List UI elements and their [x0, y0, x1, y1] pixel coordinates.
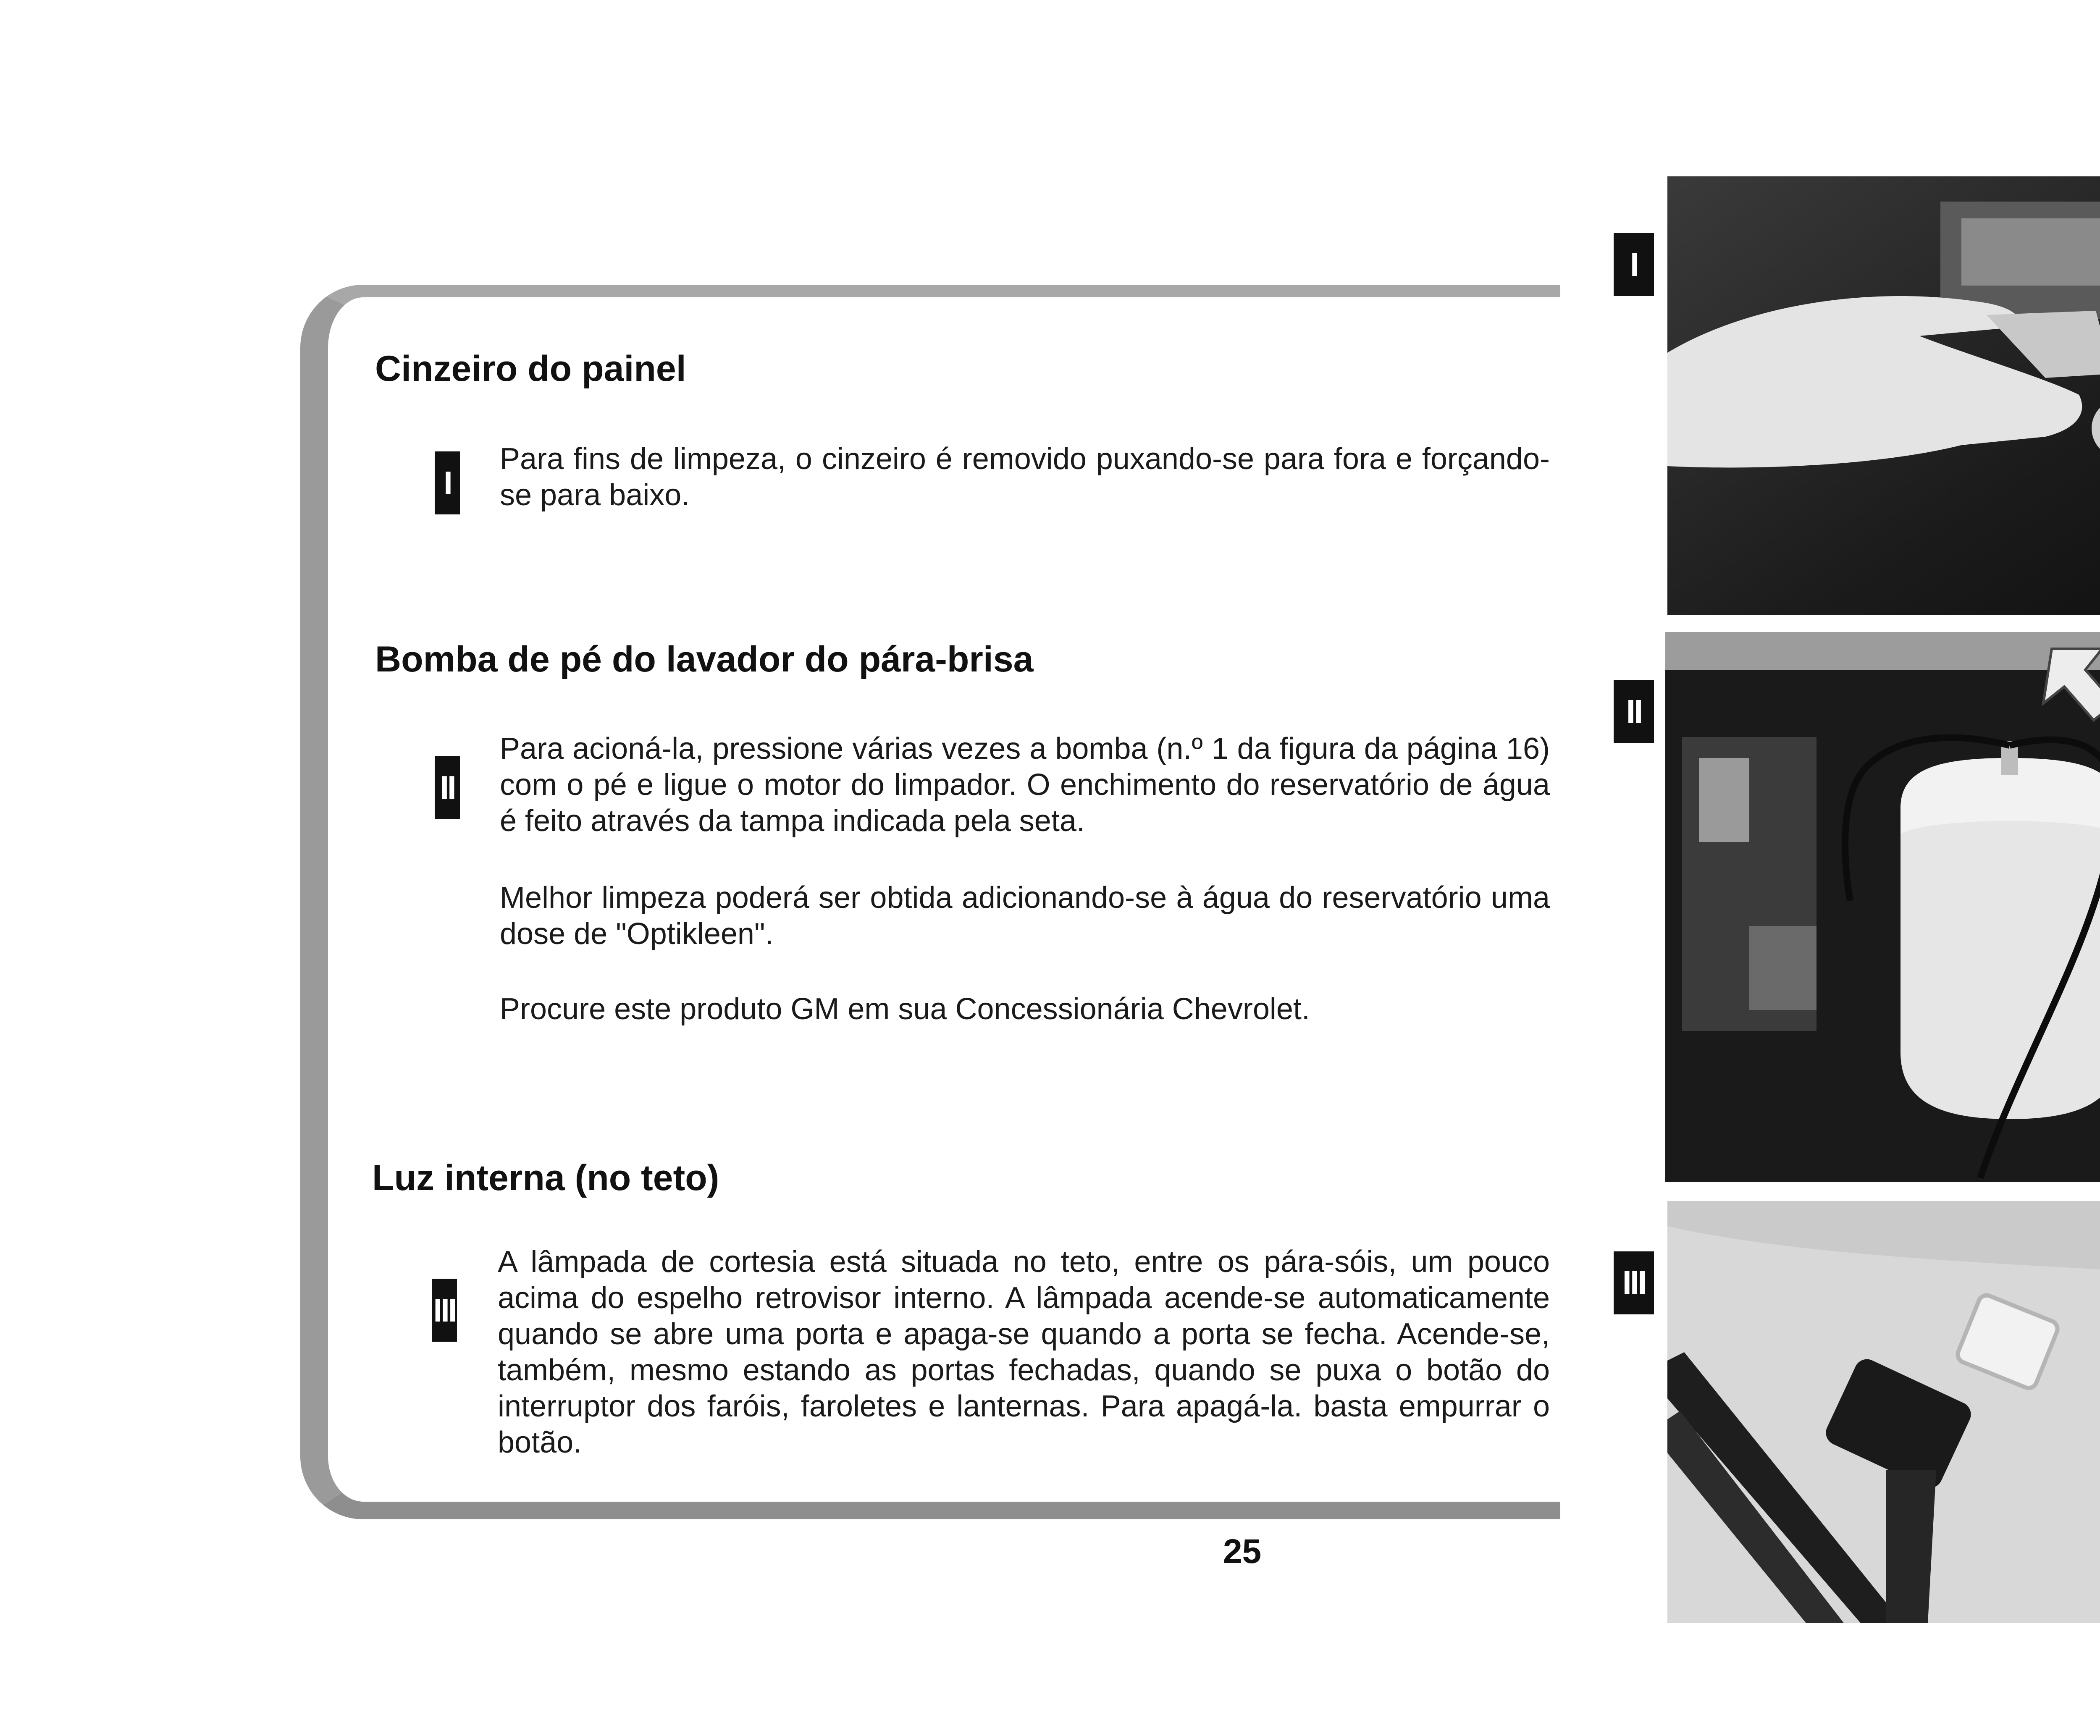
photo-courtesy-lamp-image [1667, 1201, 2100, 1623]
section-marker-iii: III [432, 1279, 457, 1342]
photo-marker-i: I [1614, 233, 1654, 296]
page-number: 25 [1223, 1532, 1262, 1571]
section-paragraph-bomba-1: Para acioná-la, pressione várias vezes a bomba (n.º 1 da figura da página 16) com o pé e ligue o motor do limpador. O enchimento do reservatório de água é feito através da tampa indicada pela seta. [500, 732, 1550, 838]
section-title-bomba-lavador: Bomba de pé do lavador do pára-brisa [375, 639, 1034, 679]
photo-ashtray-image [1667, 176, 2100, 615]
photo-washer-reservoir-image [1665, 632, 2100, 1182]
section-paragraph-bomba-3: Procure este produto GM em sua Concessionária Chevrolet. [500, 992, 1310, 1026]
section-title-cinzeiro: Cinzeiro do painel [375, 349, 686, 389]
photo-ashtray [1667, 176, 2100, 615]
photo-washer-reservoir [1665, 632, 2100, 1182]
section-paragraph-luz-interna: A lâmpada de cortesia está situada no teto, entre os pára-sóis, um pouco acima do espelho retrovisor interno. A lâmpada acende-se automaticamente quando se abre uma porta e apaga-se quando a porta se fecha. Acende-se, também, mesmo estando as portas fechadas, quando se puxa o botão do interruptor dos faróis, faroletes e lanternas. Para apagá-la. basta empurrar o botão. [498, 1245, 1550, 1459]
section-marker-ii: II [435, 756, 460, 819]
photo-marker-ii: II [1614, 680, 1654, 743]
section-paragraph-cinzeiro: Para fins de limpeza, o cinzeiro é removido puxando-se para fora e forçando-se para baixo. [500, 442, 1550, 512]
photo-marker-iii: III [1614, 1251, 1654, 1314]
section-paragraph-bomba-2: Melhor limpeza poderá ser obtida adicionando-se à água do reservatório uma dose de "Optikleen". [500, 881, 1550, 951]
photo-courtesy-lamp [1667, 1201, 2100, 1623]
section-title-luz-interna: Luz interna (no teto) [372, 1158, 719, 1198]
section-marker-i: I [435, 451, 460, 514]
